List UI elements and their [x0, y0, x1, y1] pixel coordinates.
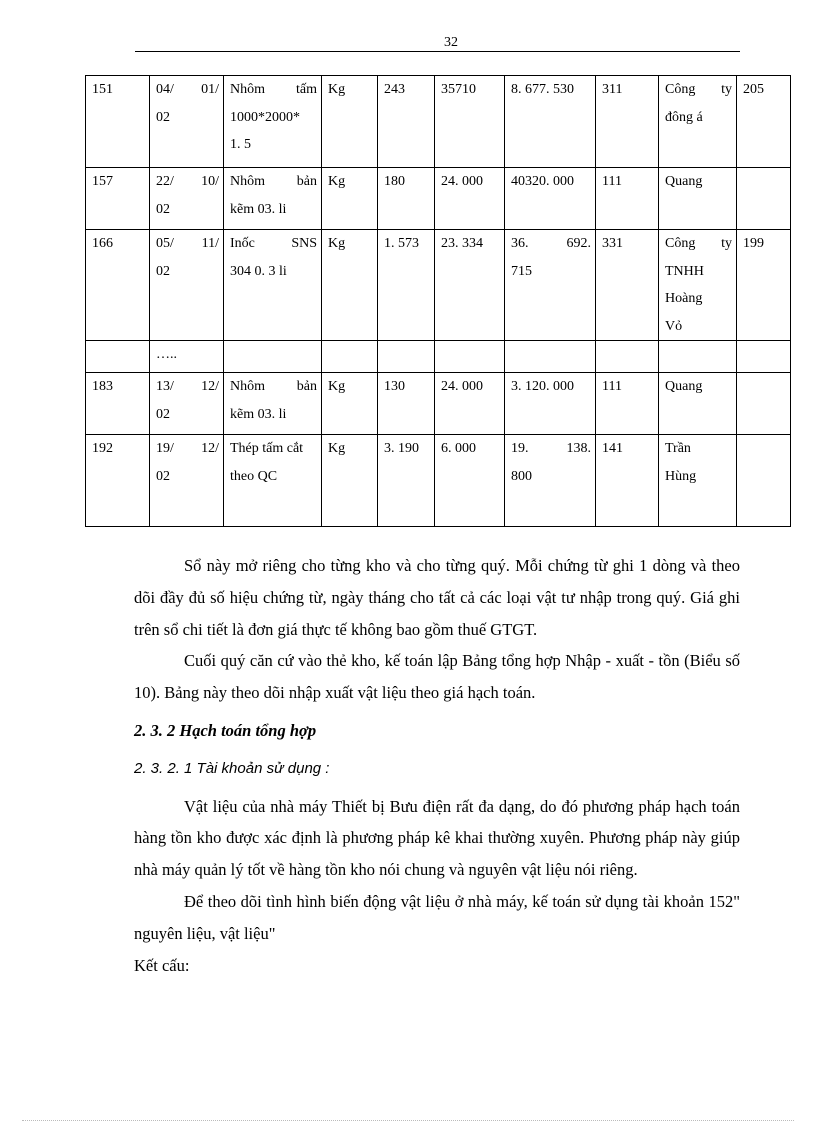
cell-line: Thép tấm cắt [230, 441, 304, 456]
table-cell [659, 230, 737, 341]
cell-line: Vỏ [665, 318, 683, 334]
table-cell [378, 168, 435, 230]
table-cell [322, 76, 378, 168]
cell-word: 138. [566, 441, 591, 456]
cell-text: 199 [743, 236, 764, 251]
table-cell [150, 230, 224, 341]
table-cell [435, 230, 505, 341]
table-cell [150, 341, 224, 373]
cell-text: 35710 [441, 82, 476, 97]
cell-line: 304 0. 3 li [230, 263, 287, 279]
table-cell [505, 168, 596, 230]
cell-text: 23. 334 [441, 236, 483, 251]
cell-line: TNHH [665, 263, 704, 279]
paragraph-structure: Kết cấu: [134, 955, 190, 975]
table-cell [737, 341, 791, 373]
cell-word: 01/ [201, 82, 219, 97]
cell-line [511, 230, 591, 258]
table-cell [435, 76, 505, 168]
cell-line: 1. 5 [230, 137, 251, 152]
cell-text: 40320. 000 [511, 174, 574, 189]
table-row [86, 168, 791, 230]
table-cell [505, 373, 596, 435]
cell-word: Inốc [230, 236, 255, 251]
cell-word: Công [665, 236, 696, 251]
table-cell [224, 230, 322, 341]
table-cell [322, 341, 378, 373]
cell-text: 130 [384, 379, 405, 394]
cell-word: tấm [296, 82, 317, 97]
table-cell [737, 435, 791, 527]
cell-line: Quang [665, 174, 703, 189]
table-cell [435, 341, 505, 373]
table-cell [378, 435, 435, 527]
table-cell [150, 168, 224, 230]
cell-line: 800 [511, 468, 532, 484]
cell-line [156, 435, 219, 463]
table-cell [378, 341, 435, 373]
cell-text: 151 [92, 82, 113, 97]
cell-text: 205 [743, 82, 764, 97]
table-cell [86, 76, 150, 168]
table-cell [224, 435, 322, 527]
table-cell [150, 373, 224, 435]
cell-line [230, 230, 317, 258]
cell-line: Hùng [665, 468, 697, 484]
table-row [86, 76, 791, 168]
table-cell [378, 230, 435, 341]
cell-word: 11/ [201, 236, 219, 251]
cell-word: 22/ [156, 174, 174, 189]
table-cell [737, 76, 791, 168]
table-row [86, 230, 791, 341]
table-cell [596, 230, 659, 341]
cell-line [665, 230, 732, 258]
cell-line: Quang [665, 379, 703, 394]
cell-word: Công [665, 82, 696, 97]
cell-line [230, 373, 317, 401]
cell-line: kẽm 03. li [230, 201, 287, 217]
table-cell [659, 373, 737, 435]
cell-text: 111 [602, 174, 622, 189]
cell-text: 24. 000 [441, 379, 483, 394]
cell-text: 331 [602, 236, 623, 251]
cell-text: 1. 573 [384, 236, 419, 251]
table-cell [86, 341, 150, 373]
cell-word: 04/ [156, 82, 174, 97]
cell-text: 157 [92, 174, 113, 189]
cell-text: Kg [328, 441, 346, 456]
table-cell [737, 230, 791, 341]
cell-line [511, 435, 591, 463]
cell-word: 36. [511, 236, 529, 251]
cell-text: 311 [602, 82, 623, 97]
cell-line: 02 [156, 263, 170, 279]
cell-word: 12/ [201, 441, 219, 456]
cell-text: 3. 190 [384, 441, 419, 456]
page-number: 32 [444, 35, 458, 50]
cell-line: 02 [156, 201, 170, 217]
cell-text: 180 [384, 174, 405, 189]
table-cell [86, 230, 150, 341]
cell-line: 02 [156, 109, 170, 125]
cell-line [156, 230, 219, 258]
table-cell [596, 341, 659, 373]
cell-word: 10/ [201, 174, 219, 189]
table-cell [596, 168, 659, 230]
table-cell [86, 168, 150, 230]
table-cell [322, 435, 378, 527]
table-cell [378, 76, 435, 168]
table-cell [737, 168, 791, 230]
cell-text: 183 [92, 379, 113, 394]
table-row [86, 373, 791, 435]
ledger-body [86, 76, 791, 527]
cell-text: Kg [328, 174, 346, 189]
cell-line [156, 373, 219, 401]
table-cell [322, 373, 378, 435]
cell-text: 3. 120. 000 [511, 379, 574, 394]
table-cell [659, 168, 737, 230]
table-cell [596, 435, 659, 527]
table-cell [224, 341, 322, 373]
cell-word: bản [296, 174, 317, 189]
cell-text: Kg [328, 236, 346, 251]
cell-word: Nhôm [230, 174, 265, 189]
table-cell [224, 168, 322, 230]
cell-line [156, 168, 219, 196]
header-rule [135, 51, 740, 52]
table-cell [505, 230, 596, 341]
cell-line [156, 76, 219, 104]
cell-line: kẽm 03. li [230, 406, 287, 422]
table-cell [435, 168, 505, 230]
cell-line: 715 [511, 263, 532, 279]
cell-line: 02 [156, 468, 170, 484]
table-cell [596, 373, 659, 435]
table-cell [378, 373, 435, 435]
cell-word: 05/ [156, 236, 174, 251]
cell-word: ty [721, 236, 732, 251]
table-cell [659, 435, 737, 527]
cell-word: 13/ [156, 379, 174, 394]
table-cell [86, 435, 150, 527]
cell-word: 692. [566, 236, 591, 251]
table-cell [596, 76, 659, 168]
cell-word: SNS [291, 236, 317, 251]
cell-word: 19/ [156, 441, 174, 456]
cell-word: 12/ [201, 379, 219, 394]
cell-text: 24. 000 [441, 174, 483, 189]
table-cell [86, 373, 150, 435]
table-cell [435, 373, 505, 435]
cell-word: bản [296, 379, 317, 394]
table-cell [224, 76, 322, 168]
table-cell [505, 435, 596, 527]
table-cell [737, 373, 791, 435]
cell-text: Kg [328, 82, 346, 97]
cell-line [230, 76, 317, 104]
table-cell [505, 341, 596, 373]
cell-word: 19. [511, 441, 529, 456]
cell-word: Nhôm [230, 82, 265, 97]
table-cell [505, 76, 596, 168]
body-text [134, 550, 740, 981]
cell-text: ….. [156, 347, 177, 362]
table-cell [659, 341, 737, 373]
table-cell [150, 435, 224, 527]
table-cell [224, 373, 322, 435]
table-cell [150, 76, 224, 168]
cell-line: Trần [665, 441, 691, 456]
table-cell [322, 230, 378, 341]
cell-line [230, 168, 317, 196]
cell-text: 243 [384, 82, 405, 97]
table-cell [659, 76, 737, 168]
paragraph-account-152: Để theo dõi tình hình biến động vật liệu ở nhà máy, kế toán sử dụng tài khoản 152" nguyên liệu, vật liệu" [134, 891, 740, 943]
table-cell [322, 168, 378, 230]
cell-line [665, 76, 732, 104]
paragraph-accounting-method: Vật liệu của nhà máy Thiết bị Bưu điện rất đa dạng, do đó phương pháp hạch toán hàng tồn kho được xác định là phương pháp kê khai thường xuyên. Phương pháp này giúp nhà máy quản lý tốt về hàng tồn kho nói chung và nguyên vật liệu nói riêng. [134, 796, 740, 880]
cell-text: 192 [92, 441, 113, 456]
cell-line: Hoàng [665, 291, 703, 306]
paragraph-summary-table: Cuối quý căn cứ vào thẻ kho, kế toán lập Bảng tổng hợp Nhập - xuất - tồn (Biểu số 10). Bảng này theo dõi nhập xuất vật liệu theo giá hạch toán. [134, 651, 740, 703]
table-row [86, 435, 791, 527]
cell-text: 8. 677. 530 [511, 82, 574, 97]
ledger-table [85, 75, 791, 527]
cell-line: 02 [156, 406, 170, 422]
paragraph-ledger-description: Sổ này mở riêng cho từng kho và cho từng quý. Mỗi chứng từ ghi 1 dòng và theo dõi đầy đủ số hiệu chứng từ, ngày tháng cho tất cả các loại vật tư nhập trong quý. Giá ghi trên sổ chi tiết là đơn giá thực tế không bao gồm thuế GTGT. [134, 556, 740, 639]
cell-line: 1000*2000* [230, 109, 300, 125]
cell-text: 111 [602, 379, 622, 394]
subsection-heading: 2. 3. 2. 1 Tài khoản sử dụng : [134, 759, 330, 777]
page-bottom-rule [22, 1120, 794, 1121]
cell-line: theo QC [230, 468, 278, 484]
section-heading: 2. 3. 2 Hạch toán tổng hợp [134, 720, 317, 740]
cell-text: 6. 000 [441, 441, 476, 456]
cell-word: ty [721, 82, 732, 97]
cell-word: Nhôm [230, 379, 265, 394]
cell-text: 166 [92, 236, 113, 251]
cell-line: đông á [665, 109, 703, 125]
cell-text: Kg [328, 379, 346, 394]
cell-text: 141 [602, 441, 623, 456]
table-cell [435, 435, 505, 527]
table-row [86, 341, 791, 373]
